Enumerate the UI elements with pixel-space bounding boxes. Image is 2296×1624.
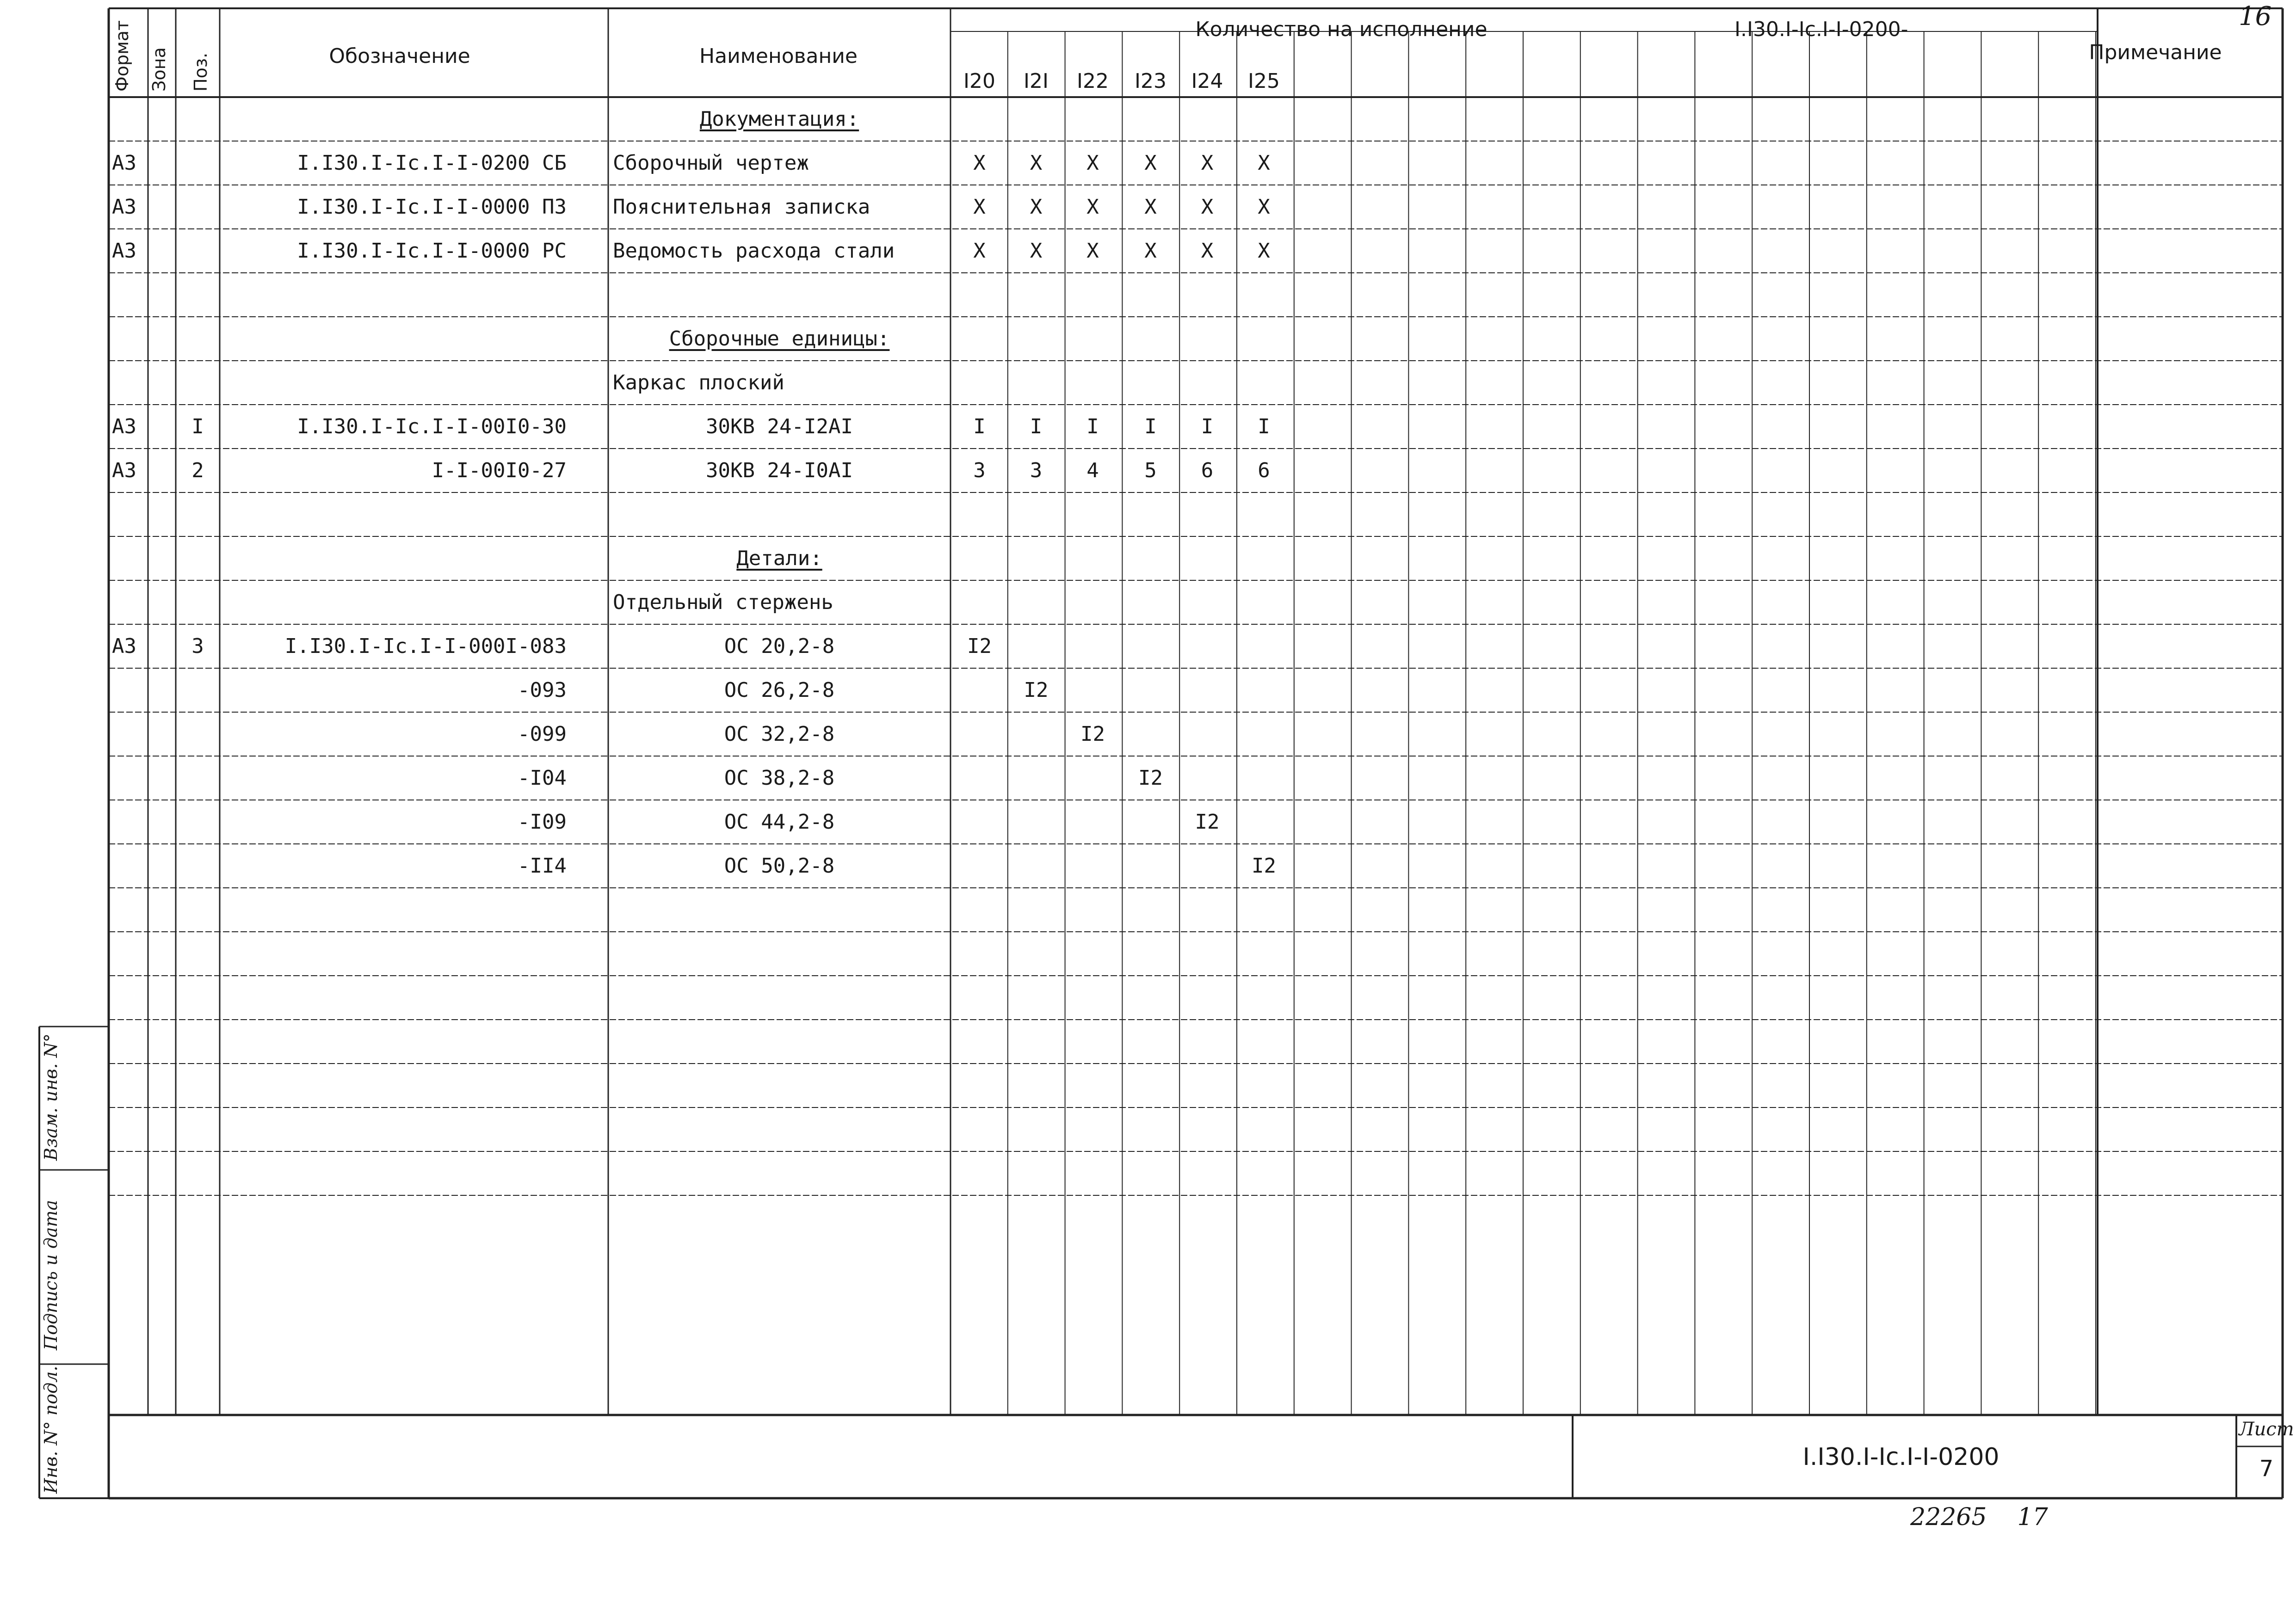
cell-format: A3 <box>112 459 136 482</box>
cell-designation: -I04 <box>518 766 567 790</box>
cell-quantity: 3 <box>1030 459 1043 482</box>
cell-quantity: X <box>1086 151 1099 175</box>
variant-header: I20 <box>963 69 995 93</box>
cell-quantity: I2 <box>1252 854 1276 878</box>
cell-quantity: I <box>1201 415 1214 438</box>
cell-quantity: 3 <box>973 459 986 482</box>
cell-quantity: X <box>1258 151 1270 175</box>
cell-quantity: X <box>1201 151 1214 175</box>
cell-name: 30КВ 24-I0AI <box>706 459 853 482</box>
cell-quantity: X <box>973 239 986 263</box>
cell-quantity: X <box>1086 239 1099 263</box>
page-number: 16 <box>2239 1 2272 31</box>
cell-quantity: X <box>1144 195 1157 219</box>
cell-quantity: 6 <box>1258 459 1270 482</box>
cell-format: A3 <box>112 151 136 175</box>
cell-quantity: X <box>1258 239 1270 263</box>
cell-designation: I-I-00I0-27 <box>432 459 567 482</box>
cell-designation: I.I30.I-Ic.I-I-00I0-30 <box>297 415 567 438</box>
cell-name: Пояснительная записка <box>613 195 870 219</box>
cell-quantity: X <box>1201 195 1214 219</box>
cell-name: Сборочный чертеж <box>613 151 809 175</box>
cell-designation: -099 <box>518 722 567 746</box>
sheet-number: 7 <box>2259 1456 2274 1482</box>
cell-quantity: 6 <box>1201 459 1214 482</box>
cell-quantity: I <box>1086 415 1099 438</box>
cell-quantity: I2 <box>1080 722 1105 746</box>
cell-name: ОС 32,2-8 <box>724 722 835 746</box>
header-designation: Обозначение <box>329 44 470 68</box>
cell-quantity: X <box>1144 151 1157 175</box>
cell-name: Каркас плоский <box>613 371 784 394</box>
cell-quantity: 5 <box>1144 459 1157 482</box>
cell-designation: I.I30.I-Ic.I-I-0000 ПЗ <box>297 195 567 219</box>
side-label-podpis: Подпись и дата <box>41 1200 61 1350</box>
side-label-vzam: Взам. инв. N° <box>41 1033 61 1161</box>
cell-quantity: 4 <box>1086 459 1099 482</box>
cell-quantity: X <box>1086 195 1099 219</box>
cell-format: A3 <box>112 195 136 219</box>
title-block-code: I.I30.I-Ic.I-I-0200 <box>1802 1443 2000 1471</box>
cell-name: ОС 44,2-8 <box>724 810 835 834</box>
cell-quantity: I <box>1258 415 1270 438</box>
cell-quantity: X <box>973 151 986 175</box>
cell-position: 2 <box>191 459 204 482</box>
variant-header: I25 <box>1248 69 1280 93</box>
header-note: Примечание <box>2089 41 2222 64</box>
header-quantity: Количество на исполнение <box>1195 18 1487 41</box>
side-label-inv-podl: Инв. N° подл. <box>41 1366 61 1494</box>
cell-quantity: X <box>1201 239 1214 263</box>
cell-designation: I.I30.I-Ic.I-I-0200 СБ <box>297 151 567 175</box>
cell-quantity: I2 <box>967 634 992 658</box>
cell-format: A3 <box>112 415 136 438</box>
cell-quantity: I <box>1030 415 1043 438</box>
variant-header: I22 <box>1077 69 1109 93</box>
header-format: Формат <box>112 20 132 92</box>
cell-designation: -I09 <box>518 810 567 834</box>
cell-designation: I.I30.I-Ic.I-I-0000 РС <box>297 239 567 263</box>
cell-name: Ведомость расхода стали <box>613 239 895 263</box>
cell-quantity: X <box>1030 151 1043 175</box>
cell-quantity: I2 <box>1195 810 1220 834</box>
cell-designation: -II4 <box>518 854 567 878</box>
cell-format: A3 <box>112 634 136 658</box>
cell-section-title: Документация: <box>699 107 859 131</box>
cell-quantity: X <box>973 195 986 219</box>
cell-section-title: Детали: <box>736 547 822 570</box>
cell-designation: I.I30.I-Ic.I-I-000I-083 <box>284 634 567 658</box>
cell-name: 30КВ 24-I2AI <box>706 415 853 438</box>
cell-quantity: I2 <box>1024 678 1049 702</box>
header-doc-prefix: I.I30.I-Ic.I-I-0200- <box>1734 18 1908 41</box>
cell-position: I <box>191 415 204 438</box>
cell-format: A3 <box>112 239 136 263</box>
cell-position: 3 <box>191 634 204 658</box>
cell-quantity: X <box>1030 239 1043 263</box>
cell-quantity: I <box>973 415 986 438</box>
cell-quantity: X <box>1144 239 1157 263</box>
cell-name: ОС 50,2-8 <box>724 854 835 878</box>
cell-section-title: Сборочные единицы: <box>669 327 890 351</box>
variant-header: I24 <box>1191 69 1223 93</box>
sheet-label: Лист <box>2239 1419 2294 1440</box>
variant-header: I23 <box>1135 69 1167 93</box>
cell-name: ОС 26,2-8 <box>724 678 835 702</box>
cell-designation: -093 <box>518 678 567 702</box>
cell-name: Отдельный стержень <box>613 591 833 614</box>
cell-name: ОС 20,2-8 <box>724 634 835 658</box>
variant-header: I2I <box>1024 69 1049 93</box>
header-name: Наименование <box>699 44 858 68</box>
cell-quantity: X <box>1258 195 1270 219</box>
header-zone: Зона <box>149 47 169 92</box>
cell-quantity: I2 <box>1138 766 1163 790</box>
header-pos: Поз. <box>191 52 211 92</box>
cell-quantity: I <box>1144 415 1157 438</box>
footer-note: 22265 17 <box>1910 1503 2048 1531</box>
cell-name: ОС 38,2-8 <box>724 766 835 790</box>
cell-quantity: X <box>1030 195 1043 219</box>
